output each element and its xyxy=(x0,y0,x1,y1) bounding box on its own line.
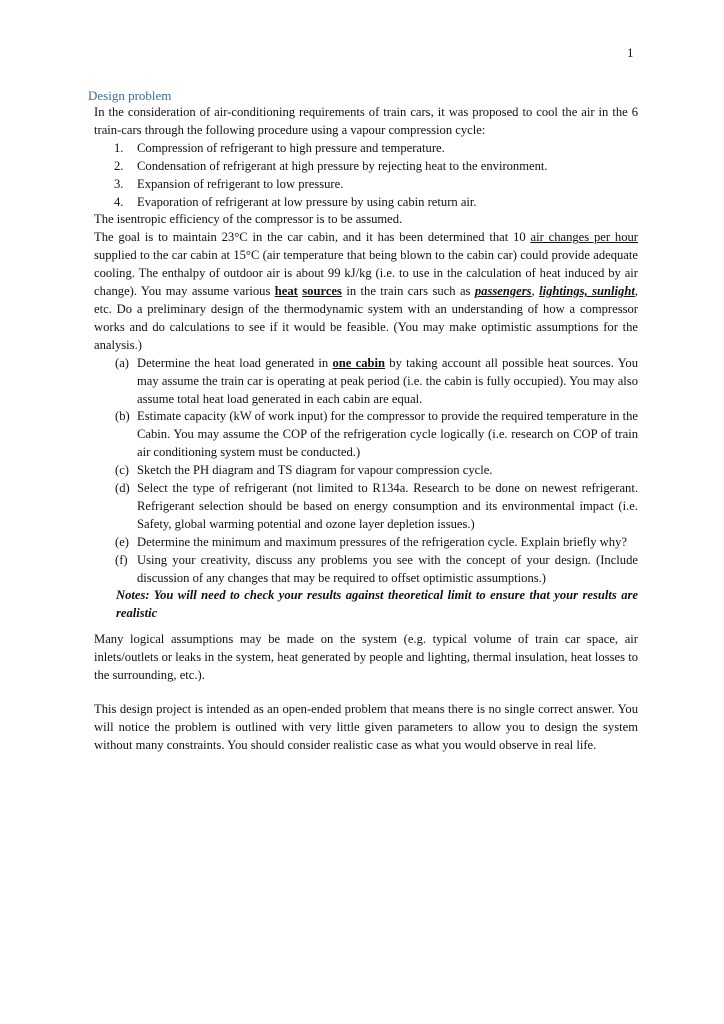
task-item-b xyxy=(94,408,638,462)
list-text: Expansion of refrigerant to low pressure. xyxy=(137,176,344,191)
isentropic-paragraph: The isentropic efficiency of the compressor is to be assumed. xyxy=(94,212,403,227)
task-label: (d) xyxy=(115,481,130,496)
emphasis-text: one cabin xyxy=(332,355,386,370)
emphasis-text: lightings, sunlight xyxy=(539,284,635,299)
list-item xyxy=(94,140,638,158)
goal-paragraph xyxy=(94,229,638,354)
list-item xyxy=(94,194,638,212)
task-label: (a) xyxy=(115,355,129,370)
task-text: Estimate capacity (kW of work input) for the compressor to provide the required temperature in the Cabin. You may assume the COP of the refrigeration cycle logically (i.e. research on COP of train air conditioning system must be conducted.) xyxy=(137,409,638,460)
task-text: Using your creativity, discuss any problems you see with the concept of your design. (Include discussion of any changes that may be required to offset optimistic assumptions.) xyxy=(137,552,638,585)
list-item xyxy=(94,158,638,176)
list-number: 1. xyxy=(114,140,124,155)
text-run: by taking account all possible heat sources. You may assume the train car is operating at peak period (i.e. the cabin is fully occupied). You may also assume total heat load generated in each cabin are equal. xyxy=(137,355,639,406)
task-label: (e) xyxy=(115,534,129,549)
task-text: Determine the minimum and maximum pressures of the refrigeration cycle. Explain briefly why? xyxy=(137,534,627,549)
document-body xyxy=(94,104,638,755)
intro-paragraph: In the consideration of air-conditioning requirements of train cars, it was proposed to cool the air in the 6 train-cars through the following procedure using a vapour compression cycle: xyxy=(94,105,638,137)
list-text: Evaporation of refrigerant at low pressure by using cabin return air. xyxy=(137,194,477,209)
task-item-c xyxy=(94,462,638,480)
list-text: Compression of refrigerant to high pressure and temperature. xyxy=(137,140,445,155)
closing-paragraph: This design project is intended as an open-ended problem that means there is no single correct answer. You will notice the problem is outlined with very little given parameters to allow you to design the system without many constraints. You should consider realistic case as what you would observe in real life. xyxy=(94,702,638,752)
process-steps-list xyxy=(94,140,638,212)
text-run: supplied to the car cabin at 15°C (air temperature that being blown to the cabin car) could provide adequate cooling. The enthalpy of outdoor air is about 99 kJ/kg (i.e. to use in the calculation of heat induced by air change). You may assume various xyxy=(94,248,638,299)
text-run: Determine the heat load generated in xyxy=(137,355,333,370)
text-run: , xyxy=(531,284,540,299)
task-label: (c) xyxy=(115,463,129,478)
assumptions-paragraph: Many logical assumptions may be made on the system (e.g. typical volume of train car space, air inlets/outlets or leaks in the system, heat generated by people and lighting, thermal insulation, heat losses to the surrounding, etc.). xyxy=(94,632,638,683)
task-text: Select the type of refrigerant (not limited to R134a. Research to be done on newest refrigerant. Refrigerant selection should be based on energy consumption and its environmental impact (i.e. Safety, global warming potential and ozone layer depletion issues.) xyxy=(137,481,638,531)
notes-paragraph: Notes: You will need to check your results against theoretical limit to ensure that your results are realistic xyxy=(116,588,638,621)
list-item xyxy=(94,176,638,194)
list-number: 3. xyxy=(114,176,124,191)
task-item-e xyxy=(94,534,638,552)
emphasis-text: sources xyxy=(302,284,342,299)
underlined-text: air changes per hour xyxy=(530,230,638,245)
task-label: (f) xyxy=(115,552,128,567)
text-run: , etc. Do a preliminary design of the thermodynamic system with an understanding of how a compressor works and do calculations to see if it would be feasible. (You may make optimistic assumptions for the analysis.) xyxy=(94,284,638,352)
task-item-f xyxy=(94,552,638,588)
emphasis-text: heat xyxy=(274,284,298,299)
text-run: in the train cars such as xyxy=(341,284,475,299)
list-text: Condensation of refrigerant at high pressure by rejecting heat to the environment. xyxy=(137,158,548,173)
text-run: The goal is to maintain 23°C in the car cabin, and it has been determined that 10 xyxy=(94,230,531,245)
task-text: Sketch the PH diagram and TS diagram for vapour compression cycle. xyxy=(137,463,493,478)
task-label: (b) xyxy=(115,409,130,424)
page-number: 1 xyxy=(627,45,634,60)
emphasis-text: passengers xyxy=(474,284,532,299)
list-number: 2. xyxy=(114,158,124,173)
task-item-d xyxy=(94,480,638,534)
task-item-a xyxy=(94,355,638,409)
tasks-list xyxy=(94,355,638,588)
section-heading: Design problem xyxy=(88,88,172,103)
list-number: 4. xyxy=(114,194,124,209)
